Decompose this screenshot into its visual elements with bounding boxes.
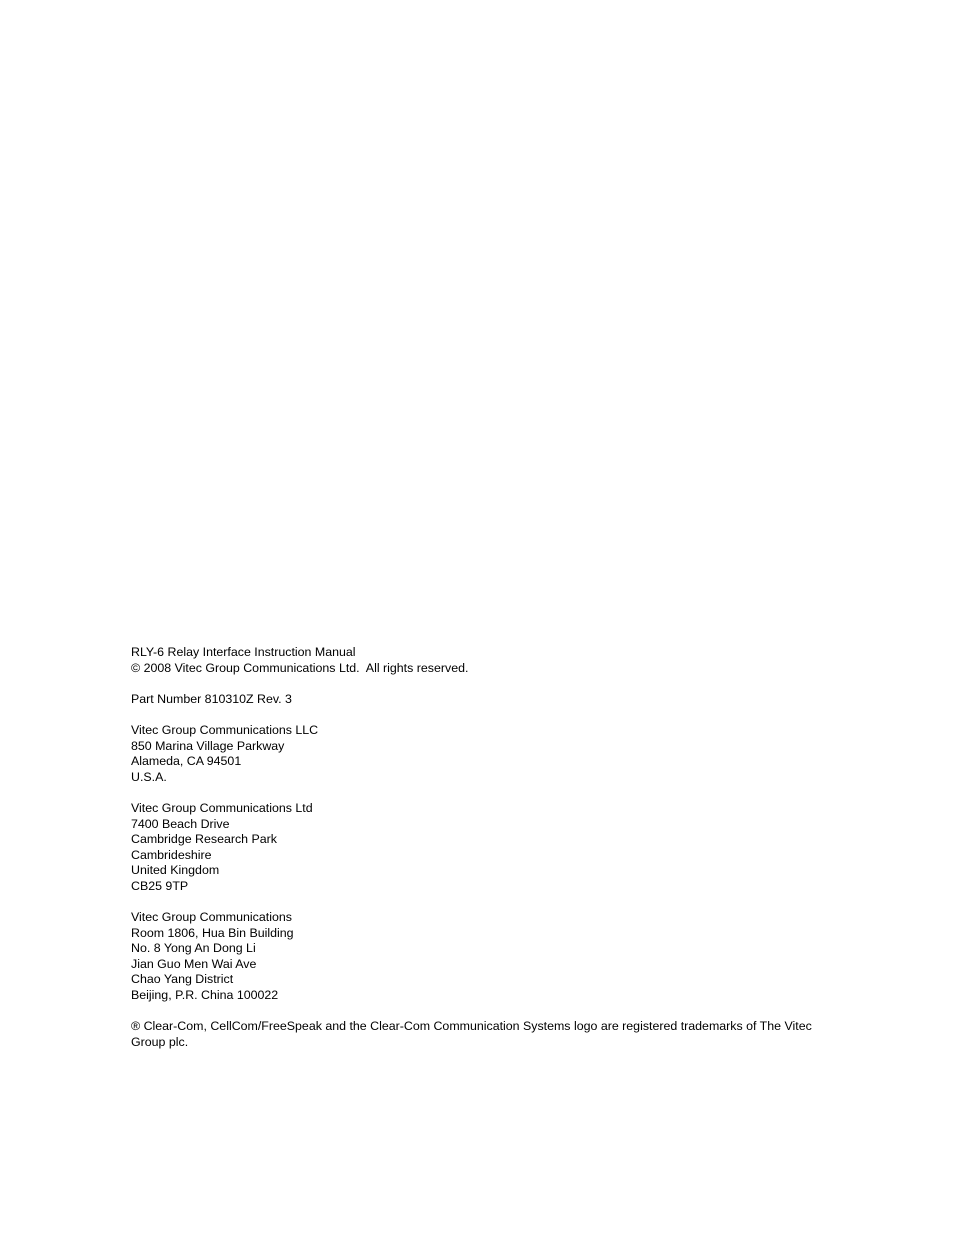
- part-number: Part Number 810310Z Rev. 3: [131, 691, 292, 706]
- address-line: U.S.A.: [131, 769, 167, 784]
- address-line: Jian Guo Men Wai Ave: [131, 956, 257, 971]
- trademark-notice: ® Clear-Com, CellCom/FreeSpeak and the Clear-Com Communication Systems logo are registered trademarks of The Vitec Group plc.: [131, 1019, 812, 1049]
- address-line: No. 8 Yong An Dong Li: [131, 941, 256, 956]
- manual-title: RLY-6 Relay Interface Instruction Manual: [131, 645, 356, 659]
- address-line: Chao Yang District: [131, 972, 234, 987]
- address-company: Vitec Group Communications Ltd: [131, 800, 313, 815]
- address-line: Room 1806, Hua Bin Building: [131, 925, 294, 940]
- address-line: CB25 9TP: [131, 878, 189, 893]
- address-line: United Kingdom: [131, 863, 220, 878]
- address-line: Cambrideshire: [131, 847, 212, 862]
- spacer: [131, 707, 831, 723]
- address-line: Cambridge Research Park: [131, 832, 277, 847]
- address-company: Vitec Group Communications LLC: [131, 722, 319, 737]
- spacer: [131, 676, 831, 692]
- address-line: Beijing, P.R. China 100022: [131, 988, 279, 1003]
- spacer: [131, 895, 831, 911]
- address-line: 7400 Beach Drive: [131, 816, 230, 831]
- address-line: 850 Marina Village Parkway: [131, 738, 285, 753]
- address-usa: [131, 723, 831, 785]
- address-line: Alameda, CA 94501: [131, 754, 242, 769]
- address-china: [131, 910, 831, 1004]
- copyright-notice: © 2008 Vitec Group Communications Ltd. All rights reserved.: [131, 660, 469, 675]
- address-company: Vitec Group Communications: [131, 910, 292, 925]
- address-uk: [131, 801, 831, 895]
- spacer: [131, 785, 831, 801]
- spacer: [131, 1004, 831, 1020]
- imprint-block: [131, 645, 831, 1050]
